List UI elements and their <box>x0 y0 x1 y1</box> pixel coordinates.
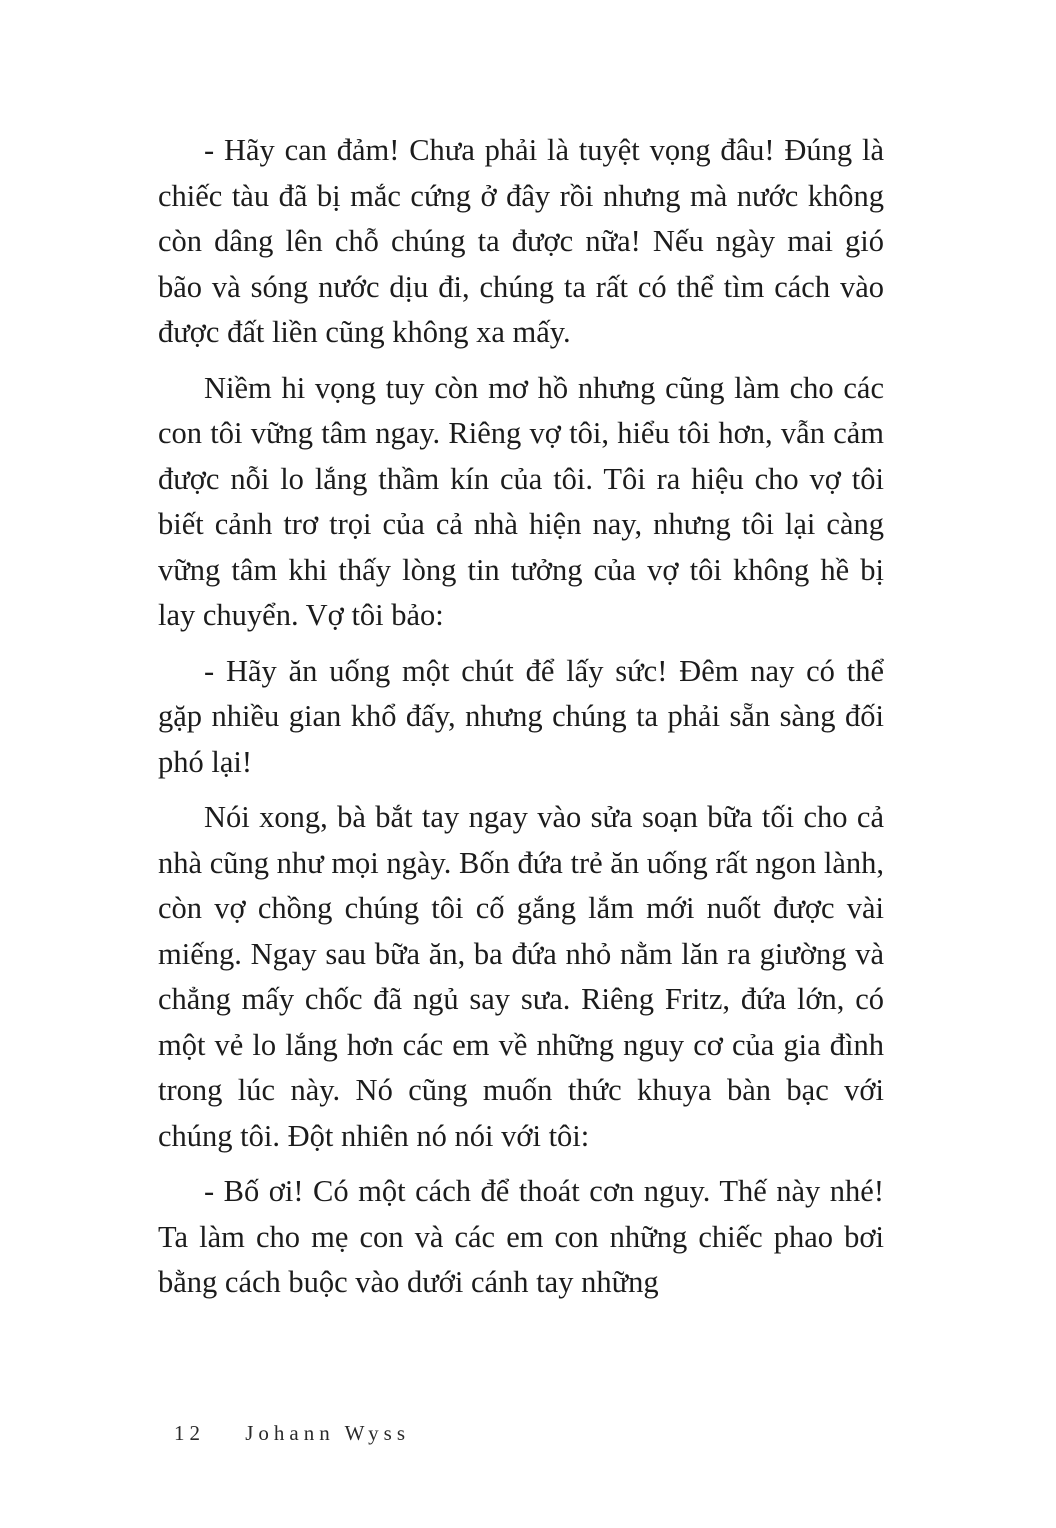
paragraph: Nói xong, bà bắt tay ngay vào sửa soạn bữa tối cho cả nhà cũng như mọi ngày. Bốn đứa trẻ ăn uống rất ngon lành, còn vợ chồng chúng tôi cố gắng lắm mới nuốt được vài miếng. Ngay sau bữa ăn, ba đứa nhỏ nằm lăn ra giường và chẳng mấy chốc đã ngủ say sưa. Riêng Fritz, đứa lớn, có một vẻ lo lắng hơn các em về những nguy cơ của gia đình trong lúc này. Nó cũng muốn thức khuya bàn bạc với chúng tôi. Đột nhiên nó nói với tôi: <box>158 800 884 1153</box>
paragraph: - Bố ơi! Có một cách để thoát cơn nguy. Thế này nhé! Ta làm cho mẹ con và các em con những chiếc phao bơi bằng cách buộc vào dưới cánh tay những <box>158 1174 884 1299</box>
page-footer <box>174 1421 410 1446</box>
page-body <box>158 128 884 1316</box>
paragraph: - Hãy ăn uống một chút để lấy sức! Đêm nay có thể gặp nhiều gian khổ đấy, nhưng chúng ta phải sẵn sàng đối phó lại! <box>158 653 884 779</box>
page-number: 12 <box>174 1421 205 1445</box>
paragraph: - Hãy can đảm! Chưa phải là tuyệt vọng đâu! Đúng là chiếc tàu đã bị mắc cứng ở đây rồi nhưng mà nước không còn dâng lên chỗ chúng ta được nữa! Nếu ngày mai gió bão và sóng nước dịu đi, chúng ta rất có thể tìm cách vào được đất liền cũng không xa mấy. <box>158 133 884 349</box>
running-author: Johann Wyss <box>245 1421 411 1445</box>
paragraph: Niềm hi vọng tuy còn mơ hồ nhưng cũng làm cho các con tôi vững tâm ngay. Riêng vợ tôi, hiểu tôi hơn, vẫn cảm được nỗi lo lắng thầm kín của tôi. Tôi ra hiệu cho vợ tôi biết cảnh trơ trọi của cả nhà hiện nay, nhưng tôi lại càng vững tâm khi thấy lòng tin tưởng của vợ tôi không hề bị lay chuyển. Vợ tôi bảo: <box>158 370 884 632</box>
